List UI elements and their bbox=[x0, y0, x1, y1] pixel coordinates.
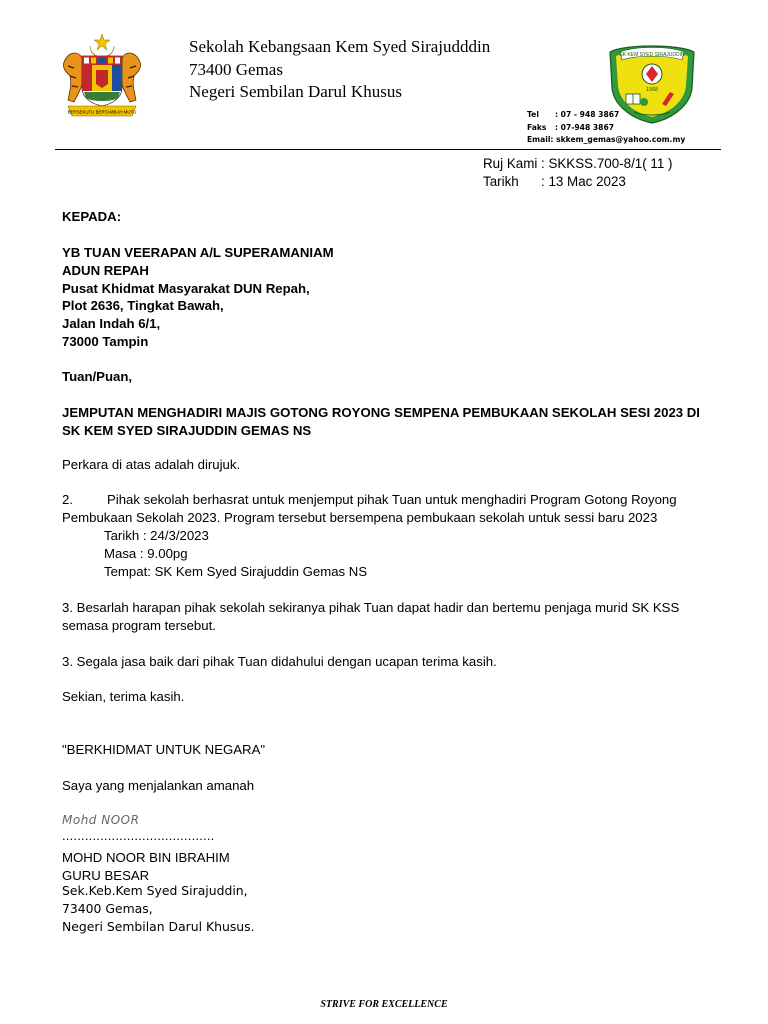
coat-of-arms-ribbon-text: BERSEKUTU BERTAMBAH MUTU bbox=[67, 109, 137, 115]
paragraph-2-number: 2. bbox=[62, 492, 73, 507]
recipient-address bbox=[62, 244, 334, 351]
signatory-address-line: Negeri Sembilan Darul Khusus. bbox=[62, 919, 255, 934]
badge-year: 1968 bbox=[645, 87, 659, 93]
recipient-address-line: Jalan Indah 6/1, bbox=[62, 316, 161, 332]
date-label: Tarikh bbox=[483, 173, 519, 189]
paragraph-2-line-2: Pembukaan Sekolah 2023. Program tersebut bersempena pembukaan sekolah untuk sessi baru 2023 bbox=[62, 510, 658, 525]
subject-line: JEMPUTAN MENGHADIRI MAJIS GOTONG ROYONG SEMPENA PEMBUKAAN SEKOLAH SESI 2023 DI bbox=[62, 405, 700, 420]
recipient-address-line: Plot 2636, Tingkat Bawah, bbox=[62, 298, 224, 314]
subject-line: SK KEM SYED SIRAJUDDIN GEMAS NS bbox=[62, 423, 312, 438]
coat-of-arms-logo bbox=[60, 32, 144, 128]
recipient-name: YB TUAN VEERAPAN A/L SUPERAMANIAM bbox=[62, 245, 334, 260]
signature-dotted-line: ........................................ bbox=[62, 828, 215, 843]
contact-email: Email: skkem_gemas@yahoo.com.my bbox=[527, 135, 686, 144]
paragraph-3-line: 3. Besarlah harapan pihak sekolah sekiranya pihak Tuan dapat hadir dan bertemu penjaga murid SK KSS bbox=[62, 600, 680, 615]
handwritten-signature: Mohd NOOR bbox=[62, 813, 140, 827]
signatory-address bbox=[62, 882, 255, 936]
paragraph-4: 3. Segala jasa baik dari pihak Tuan didahului dengan ucapan terima kasih. bbox=[62, 654, 497, 669]
school-name: Sekolah Kebangsaan Kem Syed Sirajudddin bbox=[189, 37, 491, 56]
paragraph-3-line: semasa program tersebut. bbox=[62, 618, 216, 633]
signatory-name: MOHD NOOR BIN IBRAHIM bbox=[62, 850, 230, 865]
letter-subject bbox=[62, 404, 700, 440]
salutation: Tuan/Puan, bbox=[62, 369, 133, 384]
footer-motto: STRIVE FOR EXCELLENCE bbox=[320, 999, 448, 1010]
date-value: : 13 Mac 2023 bbox=[541, 173, 626, 189]
trust-line: Saya yang menjalankan amanah bbox=[62, 778, 255, 793]
header-divider bbox=[55, 149, 721, 150]
school-postcode-city: 73400 Gemas bbox=[189, 59, 283, 79]
closing-line: Sekian, terima kasih. bbox=[62, 689, 185, 704]
paragraph-2-line-1: Pihak sekolah berhasrat untuk menjemput pihak Tuan untuk menghadiri Program Gotong Royong bbox=[107, 492, 677, 507]
ref-value: : SKKSS.700-8/1( 11 ) bbox=[541, 156, 673, 171]
signatory-block bbox=[62, 849, 230, 885]
event-date: Tarikh : 24/3/2023 bbox=[104, 528, 209, 543]
contact-tel: Tel : 07 - 948 3867 bbox=[527, 110, 620, 119]
kepada-label: KEPADA: bbox=[62, 209, 122, 224]
event-time: Masa : 9.00pg bbox=[104, 546, 188, 561]
signatory-address-line: Sek.Keb.Kem Syed Sirajuddin, bbox=[62, 883, 248, 898]
recipient-address-line: Pusat Khidmat Masyarakat DUN Repah, bbox=[62, 280, 310, 296]
recipient-title: ADUN REPAH bbox=[62, 262, 149, 278]
paragraph-1: Perkara di atas adalah dirujuk. bbox=[62, 457, 241, 472]
recipient-address-line: 73000 Tampin bbox=[62, 333, 149, 349]
event-details bbox=[104, 527, 367, 581]
event-venue: Tempat: SK Kem Syed Sirajuddin Gemas NS bbox=[104, 564, 368, 579]
reference-block bbox=[483, 155, 673, 190]
school-letterhead bbox=[189, 36, 490, 104]
ref-label: Ruj Kami bbox=[483, 156, 538, 171]
signatory-address-line: 73400 Gemas, bbox=[62, 901, 153, 916]
contact-fax: Faks : 07-948 3867 bbox=[527, 122, 615, 132]
paragraph-3 bbox=[62, 599, 679, 635]
badge-ribbon-text: SK KEM SYED SIRAJUDDIN bbox=[619, 52, 685, 58]
contact-block bbox=[527, 109, 685, 147]
motto-line: "BERKHIDMAT UNTUK NEGARA" bbox=[62, 742, 266, 757]
school-state: Negeri Sembilan Darul Khusus bbox=[189, 82, 402, 101]
signatory-title: GURU BESAR bbox=[62, 868, 150, 883]
